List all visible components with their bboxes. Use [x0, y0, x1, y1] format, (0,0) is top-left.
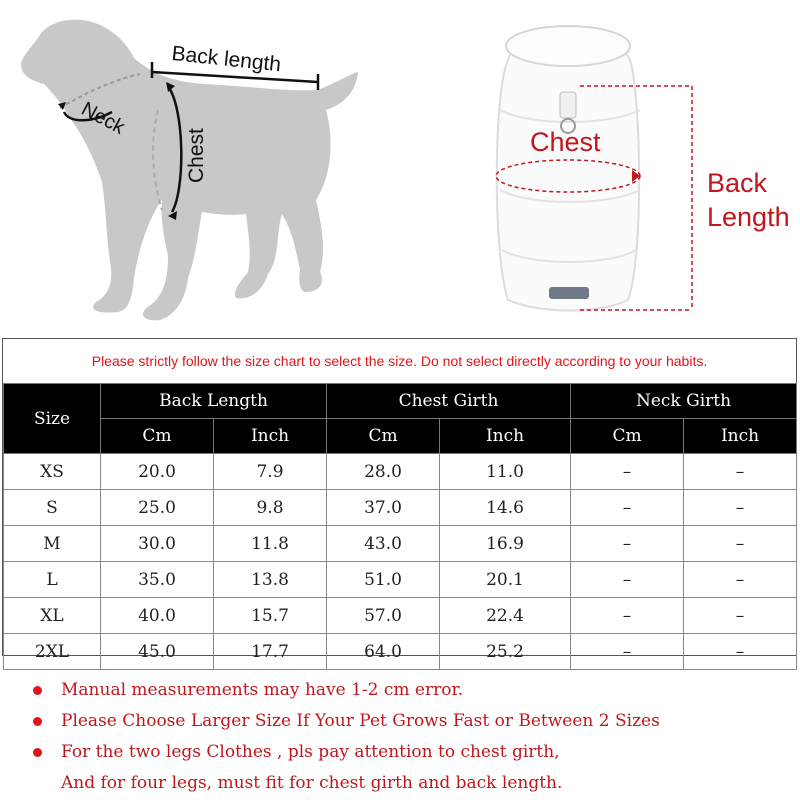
size-table — [3, 383, 797, 670]
note-text: Please Choose Larger Size If Your Pet Grows Fast or Between 2 Sizes — [61, 711, 660, 731]
jacket-back-length-line1: Back — [707, 168, 768, 198]
size-cell: L — [4, 562, 101, 598]
table-cell: 20.0 — [101, 454, 214, 490]
table-cell: – — [684, 526, 797, 562]
table-cell: 11.8 — [214, 526, 327, 562]
back-length-header: Back Length — [101, 384, 327, 419]
measurement-illustration — [0, 0, 800, 335]
size-cell: XL — [4, 598, 101, 634]
note-item — [33, 706, 793, 737]
note-text: For the two legs Clothes , pls pay attention to chest girth, — [61, 742, 560, 762]
chest-label: Chest — [185, 128, 208, 183]
table-row — [4, 526, 797, 562]
table-cell: 35.0 — [101, 562, 214, 598]
table-cell: 40.0 — [101, 598, 214, 634]
table-cell: – — [571, 490, 684, 526]
note-item — [33, 675, 793, 706]
size-cell: 2XL — [4, 634, 101, 670]
unit-header: Inch — [214, 419, 327, 454]
table-cell: 45.0 — [101, 634, 214, 670]
table-cell: 57.0 — [327, 598, 440, 634]
size-notice: Please strictly follow the size chart to select the size. Do not select directly according to your habits. — [91, 353, 708, 369]
table-cell: – — [684, 490, 797, 526]
table-cell: – — [684, 454, 797, 490]
jacket-back-length-label — [707, 166, 790, 234]
chest-girth-header: Chest Girth — [327, 384, 571, 419]
table-cell: – — [684, 598, 797, 634]
bullet-icon — [33, 717, 42, 726]
table-cell: – — [571, 526, 684, 562]
back-length-label: Back length — [170, 42, 283, 77]
size-header: Size — [4, 384, 101, 454]
table-cell: 7.9 — [214, 454, 327, 490]
table-row — [4, 598, 797, 634]
table-cell: 28.0 — [327, 454, 440, 490]
neck-label: Neck — [77, 98, 129, 139]
table-cell: 43.0 — [327, 526, 440, 562]
measurement-figure — [0, 0, 800, 335]
notes-list — [33, 675, 793, 799]
table-cell: 15.7 — [214, 598, 327, 634]
table-cell: – — [571, 454, 684, 490]
table-row — [4, 634, 797, 670]
jacket-illustration — [496, 26, 692, 311]
table-cell: – — [571, 598, 684, 634]
table-cell: – — [571, 562, 684, 598]
unit-header: Inch — [684, 419, 797, 454]
table-cell: 17.7 — [214, 634, 327, 670]
bullet-icon — [33, 686, 42, 695]
table-cell: 25.0 — [101, 490, 214, 526]
note-item — [33, 768, 793, 799]
table-row — [4, 454, 797, 490]
table-cell: 9.8 — [214, 490, 327, 526]
unit-header: Cm — [571, 419, 684, 454]
table-cell: 51.0 — [327, 562, 440, 598]
table-cell: – — [684, 562, 797, 598]
unit-header: Cm — [327, 419, 440, 454]
table-cell: 30.0 — [101, 526, 214, 562]
table-cell: – — [684, 634, 797, 670]
table-row — [4, 490, 797, 526]
table-cell: 13.8 — [214, 562, 327, 598]
table-cell: – — [571, 634, 684, 670]
note-text: And for four legs, must fit for chest girth and back length. — [61, 773, 563, 793]
size-cell: XS — [4, 454, 101, 490]
neck-girth-header: Neck Girth — [571, 384, 797, 419]
table-cell: 64.0 — [327, 634, 440, 670]
note-item — [33, 737, 793, 768]
unit-header: Inch — [440, 419, 571, 454]
bullet-icon — [33, 748, 42, 757]
table-row — [4, 562, 797, 598]
table-cell: 37.0 — [327, 490, 440, 526]
note-text: Manual measurements may have 1-2 cm error. — [61, 680, 464, 700]
table-cell: 11.0 — [440, 454, 571, 490]
table-cell: 16.9 — [440, 526, 571, 562]
size-cell: M — [4, 526, 101, 562]
table-cell: 14.6 — [440, 490, 571, 526]
table-cell: 20.1 — [440, 562, 571, 598]
jacket-back-length-line2: Length — [707, 202, 790, 232]
table-cell: 25.2 — [440, 634, 571, 670]
table-cell: 22.4 — [440, 598, 571, 634]
unit-header: Cm — [101, 419, 214, 454]
jacket-chest-label: Chest — [530, 127, 601, 157]
size-cell: S — [4, 490, 101, 526]
size-chart — [2, 338, 797, 662]
